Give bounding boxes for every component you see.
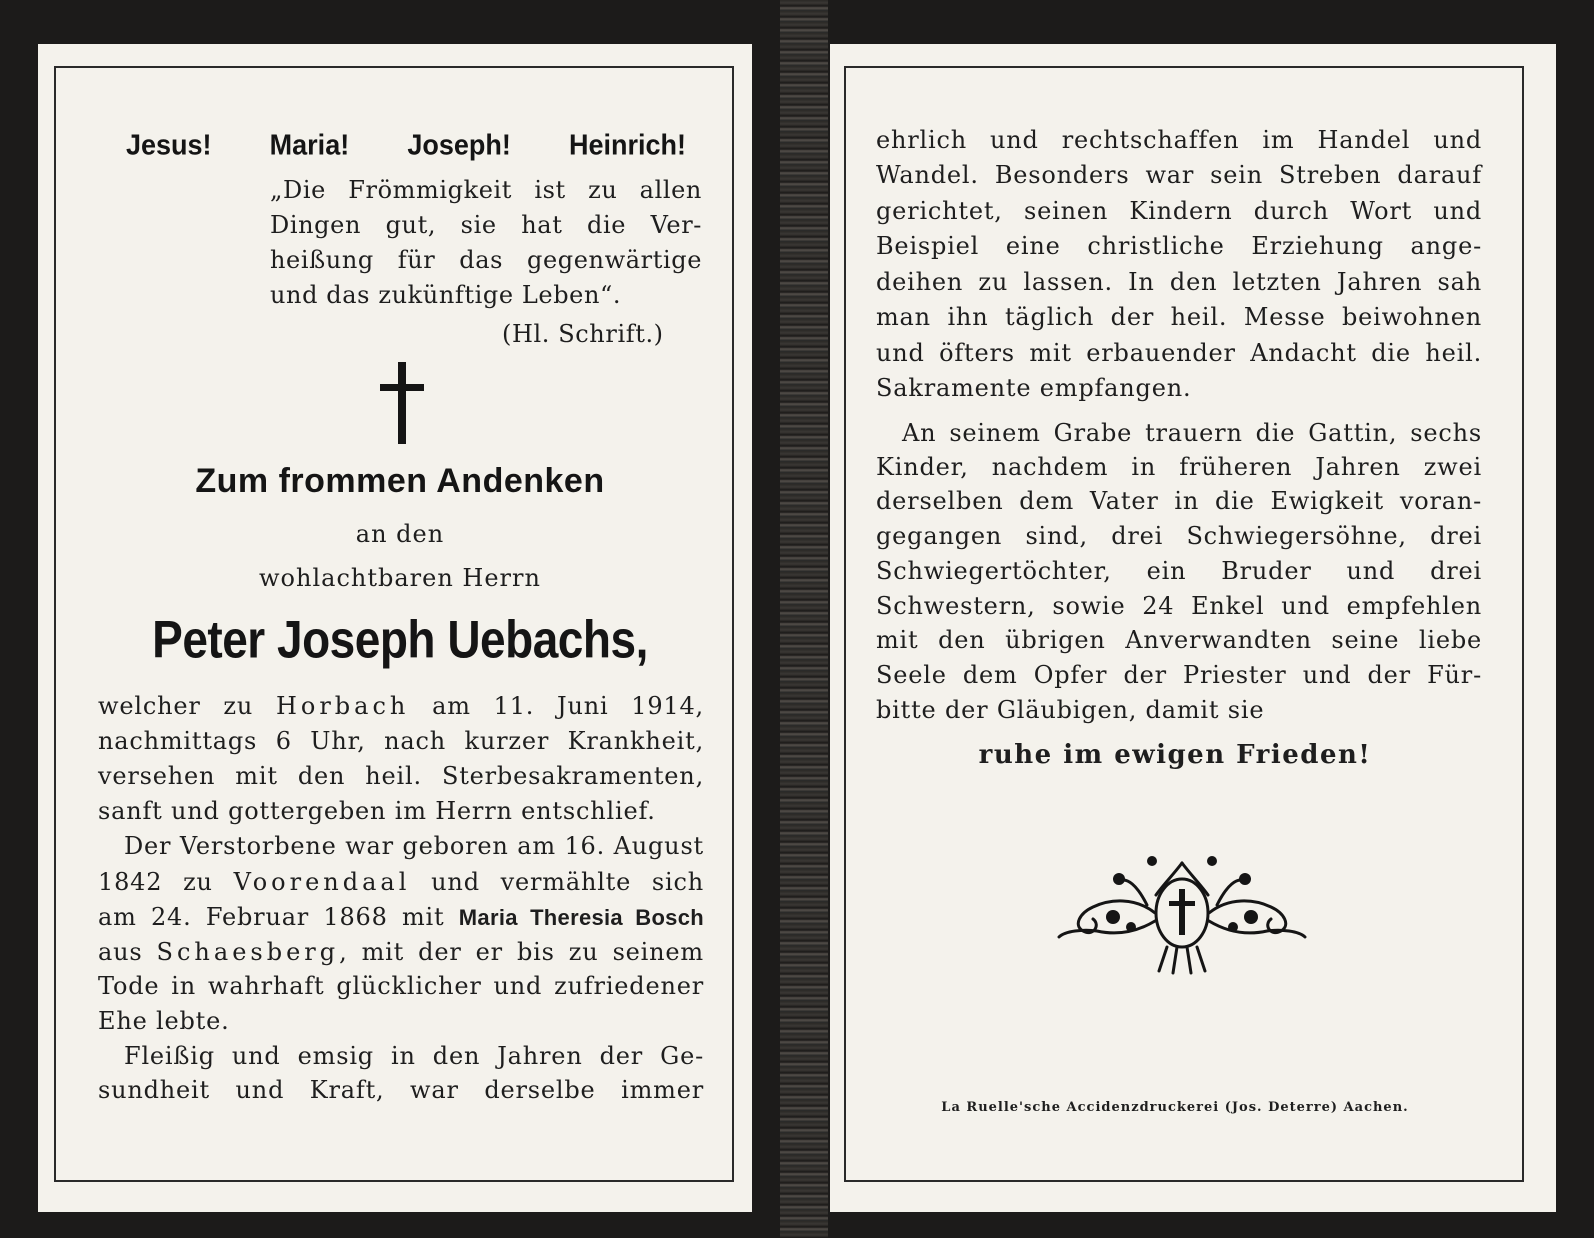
invocation-line (126, 129, 686, 162)
body-line: Schwiegertöchter, ein Bruder und drei (876, 557, 1482, 585)
body-line: Kinder, nachdem in früheren Jahren zwei (876, 453, 1482, 481)
body-line: versehen mit den heil. Sterbesakramenten, (98, 762, 704, 790)
quote-line: und das zukünftige Leben“. (270, 281, 622, 309)
body-line: 1842 zu Voorendaal und vermählte sich (98, 868, 704, 896)
body-line: sanft und gottergeben im Herrn entschlief. (98, 797, 656, 825)
body-line: nachmittags 6 Uhr, nach kurzer Krankheit, (98, 727, 704, 755)
card-fold (780, 0, 828, 1238)
body-line: mit den übrigen Anverwandten seine liebe (876, 626, 1482, 654)
spouse-name: Maria Theresia Bosch (458, 905, 704, 930)
quote-source: (Hl. Schrift.) (502, 320, 664, 348)
invocation-maria: Maria! (269, 129, 350, 161)
invocation-heinrich: Heinrich! (568, 129, 686, 161)
body-line: ehrlich und rechtschaffen im Handel und (876, 126, 1482, 154)
body-line: gegangen sind, drei Schwiegersöhne, drei (876, 522, 1482, 550)
body-line: Der Verstorbene war geboren am 16. August (124, 832, 704, 860)
invocation-jesus: Jesus! (126, 129, 212, 161)
body-line: aus Schaesberg, mit der er bis zu seinem (98, 938, 704, 966)
printer-imprint: La Ruelle'sche Accidenzdruckerei (Jos. Deterre) Aachen. (941, 1100, 1409, 1115)
an-den-line: an den (355, 520, 445, 548)
deceased-name: Peter Joseph Uebachs, (152, 609, 648, 669)
latin-cross-icon (380, 362, 424, 444)
body-line: Schwestern, sowie 24 Enkel und empfehlen (876, 592, 1482, 620)
body-line: und öfters mit erbauender Andacht die heil. (876, 339, 1482, 367)
body-line: Beispiel eine christliche Erziehung ange- (876, 232, 1482, 260)
body-line: Wandel. Besonders war sein Streben darauf (876, 161, 1482, 189)
quote-line: heißung für das gegenwärtige (270, 246, 702, 274)
body-line: Sakramente empfangen. (876, 374, 1192, 402)
body-line: welcher zu Horbach am 11. Juni 1914, (98, 692, 704, 720)
body-line: Fleißig und emsig in den Jahren der Ge- (124, 1042, 704, 1070)
body-line: bitte der Gläubigen, damit sie (876, 696, 1265, 724)
invocation-joseph: Joseph! (407, 129, 511, 161)
body-line: derselben dem Vater in die Ewigkeit voran- (876, 487, 1482, 515)
floral-cross-ornament-icon (1055, 855, 1310, 975)
body-line: gerichtet, seinen Kindern durch Wort und (876, 197, 1482, 225)
body-line: am 24. Februar 1868 mit Maria Theresia Bosch (98, 903, 704, 931)
body-line: Tode in wahrhaft glücklicher und zufriedener (98, 972, 704, 1000)
body-line: man ihn täglich der heil. Messe beiwohnen (876, 303, 1482, 331)
quote-line: Dingen gut, sie hat die Ver- (270, 211, 702, 239)
body-line: deihen zu lassen. In den letzten Jahren sah (876, 268, 1482, 296)
honorific-line: wohlachtbaren Herrn (259, 564, 541, 592)
body-line: An seinem Grabe trauern die Gattin, sechs (902, 419, 1482, 447)
body-line: Ehe lebte. (98, 1007, 230, 1035)
memorial-heading: Zum frommen Andenken (195, 462, 605, 500)
closing-blessing: ruhe im ewigen Frieden! (978, 740, 1372, 770)
quote-line: „Die Frömmigkeit ist zu allen (270, 176, 702, 204)
body-line: sundheit und Kraft, war derselbe immer (98, 1076, 704, 1104)
body-line: Seele dem Opfer der Priester und der Für- (876, 661, 1482, 689)
